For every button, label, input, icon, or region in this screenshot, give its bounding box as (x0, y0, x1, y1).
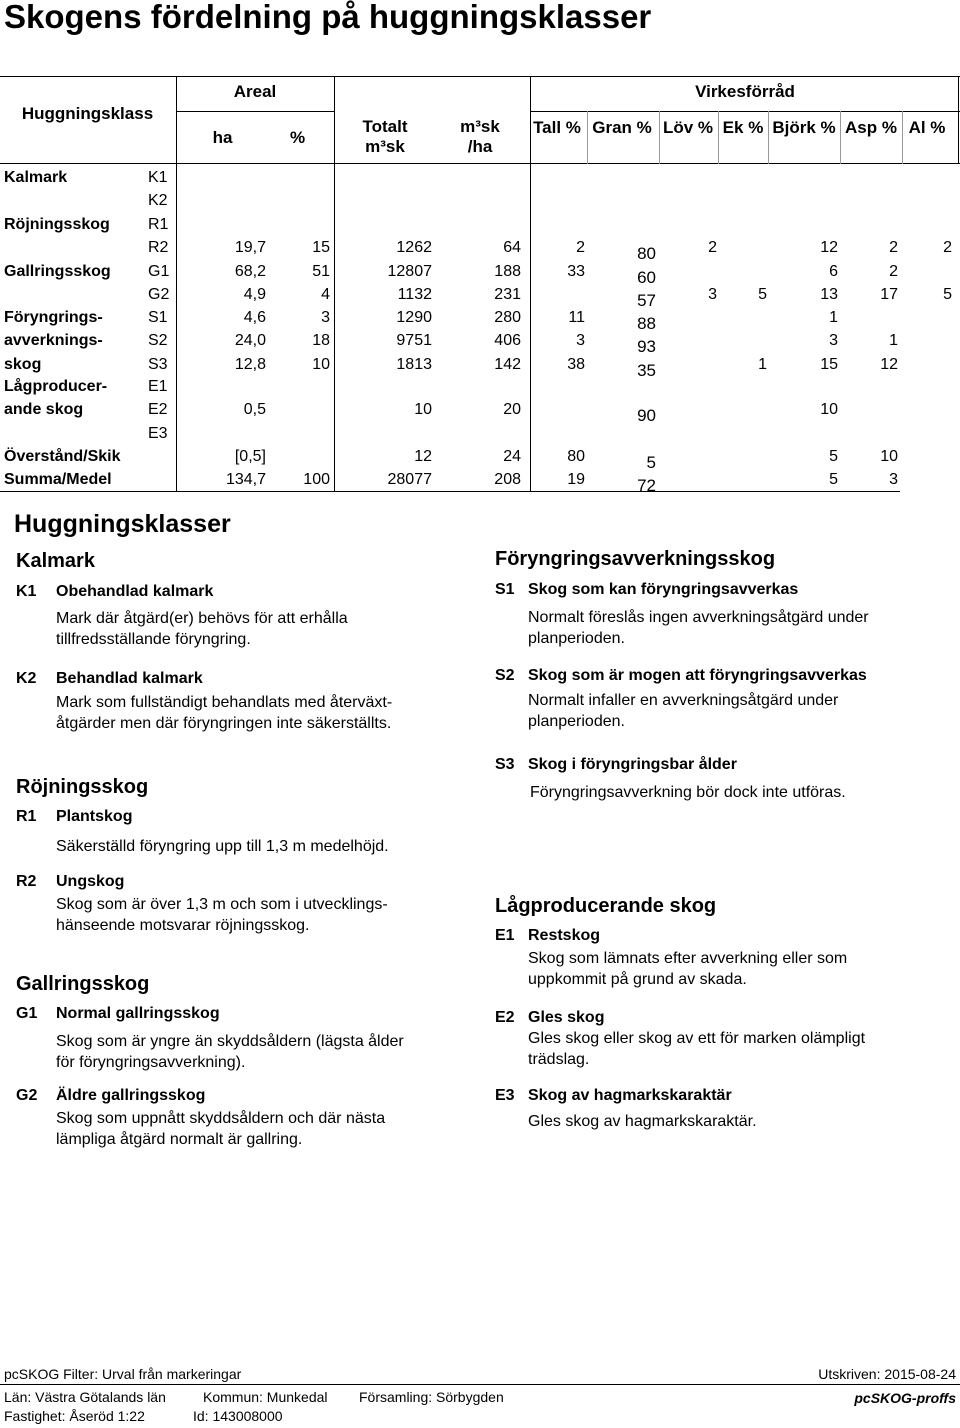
legend-g1-title: Normal gallringsskog (56, 1005, 220, 1022)
footer-rule (0, 1384, 960, 1385)
cell-ha: [0,5] (234, 448, 266, 465)
legend-g2-title: Äldre gallringsskog (56, 1087, 206, 1104)
legend-k1-code: K1 (16, 583, 37, 600)
cell-asp: 3 (889, 471, 898, 488)
cell-gran: 93 (637, 337, 656, 356)
legend-s2-title: Skog som är mogen att föryngringsavverkas (528, 667, 867, 684)
cell-ha: 19,7 (234, 239, 266, 256)
cell-bjork: 13 (820, 286, 838, 303)
legend-k1-title: Obehandlad kalmark (56, 583, 214, 600)
cell-per-ha: 64 (503, 239, 521, 256)
legend-s3-title: Skog i föryngringsbar ålder (528, 756, 737, 773)
cell-ha: 134,7 (225, 471, 266, 488)
cell-gran: 35 (637, 361, 656, 380)
row-code: S2 (148, 332, 168, 349)
cell-pct: 18 (312, 332, 330, 349)
footer-forsamling: Församling: Sörbygden (359, 1389, 504, 1405)
header-asp: Asp % (845, 118, 897, 137)
cell-tot: 1290 (396, 309, 432, 326)
cell-asp: 12 (880, 356, 898, 373)
huggningsklass-table (0, 76, 960, 495)
legend-gallring-title: Gallringsskog (16, 973, 150, 995)
legend-e3-code: E3 (495, 1087, 515, 1104)
cell-tot: 12807 (387, 263, 432, 280)
cell-bjork: 6 (829, 263, 838, 280)
cell-al: 5 (943, 286, 952, 303)
cell-pct: 10 (312, 356, 330, 373)
cell-tall: 38 (567, 356, 585, 373)
cell-pct: 51 (312, 263, 330, 280)
header-areal: Areal (233, 82, 277, 101)
header-per-ha: m³sk /ha (460, 117, 500, 156)
legend-lagprod-title: Lågproducerande skog (495, 895, 717, 917)
legend-e1-text: Skog som lämnats efter avverkning eller som uppkommit på grund av skada. (528, 950, 848, 988)
header-virkesforrad: Virkesförråd (695, 82, 795, 101)
row-code: E2 (148, 401, 168, 418)
cell-bjork: 3 (829, 332, 838, 349)
legend-s3-text: Föryngringsavverkning bör dock inte utföras. (530, 784, 846, 801)
cell-bjork: 15 (820, 356, 838, 373)
cell-per-ha: 208 (494, 471, 521, 488)
legend-heading: Huggningsklasser (14, 510, 231, 538)
footer-brand-logo: pcSKOG-proffs (854, 1390, 956, 1406)
group-label-foryngring-1: Föryngrings- (4, 309, 103, 326)
cell-ha: 12,8 (234, 356, 266, 373)
cell-ek: 1 (758, 356, 767, 373)
cell-asp: 17 (880, 286, 898, 303)
legend-s1-title: Skog som kan föryngringsavverkas (528, 581, 799, 598)
cell-tot: 1262 (396, 239, 432, 256)
cell-lov: 2 (708, 239, 717, 256)
cell-ha: 0,5 (243, 401, 266, 418)
cell-tot: 28077 (387, 471, 432, 488)
cell-bjork: 1 (829, 309, 838, 326)
legend-e2-text: Gles skog eller skog av ett för marken olämpligt trädslag. (528, 1030, 866, 1068)
page-title: Skogens fördelning på huggningsklasser (4, 0, 652, 35)
header-ha: ha (212, 128, 233, 147)
cell-tot: 1132 (397, 286, 432, 303)
cell-asp: 1 (889, 332, 898, 349)
legend-g1-code: G1 (16, 1005, 38, 1022)
legend-r2-title: Ungskog (56, 873, 125, 890)
cell-bjork: 5 (829, 471, 838, 488)
cell-gran: 5 (646, 453, 656, 472)
legend-r2-code: R2 (16, 873, 37, 890)
cell-al: 2 (943, 239, 952, 256)
cell-per-ha: 20 (503, 401, 521, 418)
cell-ha: 4,6 (243, 309, 266, 326)
header-al: Al % (908, 118, 946, 137)
cell-tall: 19 (567, 471, 585, 488)
row-code: G1 (148, 263, 170, 280)
row-code: K2 (148, 192, 168, 209)
header-huggningsklass: Huggningsklass (21, 104, 154, 123)
group-label-foryngring-2: avverknings- (4, 332, 103, 349)
cell-tot: 9751 (396, 332, 432, 349)
row-code: R1 (148, 216, 169, 233)
footer-printed: Utskriven: 2015-08-24 (818, 1366, 956, 1382)
row-code: S3 (148, 356, 168, 373)
group-label-gallringsskog: Gallringsskog (4, 263, 111, 280)
cell-bjork: 12 (820, 239, 838, 256)
cell-pct: 3 (321, 309, 330, 326)
cell-ek: 5 (758, 286, 767, 303)
cell-tall: 11 (568, 309, 585, 326)
cell-asp: 2 (889, 239, 898, 256)
legend-s1-code: S1 (495, 581, 515, 598)
row-code: G2 (148, 286, 170, 303)
legend-kalmark-title: Kalmark (16, 550, 95, 572)
group-label-foryngring-3: skog (4, 356, 42, 373)
legend-s3-code: S3 (495, 756, 515, 773)
header-pct: % (289, 128, 306, 147)
cell-tall: 33 (567, 263, 585, 280)
legend-s1-text: Normalt föreslås ingen avverkningsåtgärd under planperioden. (528, 609, 869, 647)
row-code: E1 (148, 378, 168, 395)
header-gran: Gran % (592, 118, 652, 137)
cell-gran: 60 (637, 268, 656, 287)
legend-s2-code: S2 (495, 667, 515, 684)
cell-per-ha: 406 (494, 332, 521, 349)
legend-k2-code: K2 (16, 670, 37, 687)
legend-e1-code: E1 (495, 927, 515, 944)
group-label-rojningsskog: Röjningsskog (4, 216, 110, 233)
cell-gran: 88 (637, 314, 656, 333)
row-code: R2 (148, 239, 169, 256)
legend-k2-title: Behandlad kalmark (56, 670, 203, 687)
footer-fastighet: Fastighet: Åseröd 1:22 (4, 1408, 145, 1424)
cell-per-ha: 24 (503, 448, 521, 465)
row-code: S1 (148, 309, 168, 326)
legend-k1-text: Mark där åtgärd(er) behövs för att erhålla tillfredsställande föryngring. (56, 610, 348, 648)
cell-tall: 2 (576, 239, 585, 256)
cell-pct: 100 (303, 471, 330, 488)
cell-ha: 4,9 (243, 286, 266, 303)
group-label-lagproducer-2: ande skog (4, 401, 84, 418)
cell-asp: 10 (880, 448, 898, 465)
cell-tot: 12 (414, 448, 432, 465)
legend-e3-text: Gles skog av hagmarkskaraktär. (528, 1113, 757, 1130)
legend-rojning-title: Röjningsskog (16, 776, 149, 798)
cell-gran: 80 (637, 244, 656, 263)
cell-asp: 2 (889, 263, 898, 280)
group-label-summa: Summa/Medel (4, 471, 112, 488)
group-label-kalmark: Kalmark (4, 169, 68, 186)
cell-ha: 68,2 (234, 263, 266, 280)
cell-gran: 90 (637, 406, 656, 425)
cell-gran: 57 (637, 291, 656, 310)
cell-bjork: 10 (820, 401, 838, 418)
legend-foryngring-title: Föryngringsavverkningsskog (495, 548, 776, 570)
header-ek: Ek % (722, 118, 764, 137)
cell-tot: 10 (414, 401, 432, 418)
legend-e1-title: Restskog (528, 927, 601, 944)
legend-g1-text: Skog som är yngre än skyddsåldern (lägsta ålder för föryngringsavverkning). (56, 1033, 404, 1071)
group-label-lagproducer-1: Lågproducer- (4, 378, 108, 395)
legend-g2-code: G2 (16, 1087, 38, 1104)
cell-pct: 4 (321, 286, 330, 303)
footer-kommun: Kommun: Munkedal (203, 1389, 328, 1405)
legend-r1-title: Plantskog (56, 808, 133, 825)
legend-s2-text: Normalt infaller en avverkningsåtgärd under planperioden. (528, 692, 839, 730)
group-label-overstand: Överstånd/Skik (4, 448, 121, 465)
cell-per-ha: 142 (494, 356, 521, 373)
cell-per-ha: 280 (494, 309, 521, 326)
row-code: K1 (148, 169, 168, 186)
legend-r1-text: Säkerställd föryngring upp till 1,3 m medelhöjd. (56, 838, 389, 855)
footer-lan: Län: Västra Götalands län (4, 1389, 166, 1405)
cell-per-ha: 188 (494, 263, 521, 280)
legend-e2-title: Gles skog (528, 1009, 605, 1026)
footer-filter: pcSKOG Filter: Urval från markeringar (4, 1366, 242, 1382)
cell-gran: 72 (637, 476, 656, 495)
legend-k2-text: Mark som fullständigt behandlats med återväxt- åtgärder men där föryngringen inte säkerställts. (56, 694, 393, 732)
row-code: E3 (148, 425, 168, 442)
legend-r1-code: R1 (16, 808, 37, 825)
legend-e2-code: E2 (495, 1009, 515, 1026)
cell-bjork: 5 (829, 448, 838, 465)
header-tall: Tall % (533, 118, 581, 137)
header-lov: Löv % (662, 118, 714, 137)
header-bjork: Björk % (772, 118, 836, 137)
cell-ha: 24,0 (234, 332, 266, 349)
legend-r2-text: Skog som är över 1,3 m och som i utvecklings- hänseende motsvarar röjningsskog. (56, 896, 388, 934)
cell-tot: 1813 (396, 356, 432, 373)
cell-tall: 80 (567, 448, 585, 465)
cell-per-ha: 231 (494, 286, 521, 303)
header-totalt: Totalt m³sk (362, 117, 408, 156)
cell-pct: 15 (312, 239, 330, 256)
footer-id: Id: 143008000 (193, 1408, 283, 1424)
legend-e3-title: Skog av hagmarkskaraktär (528, 1087, 732, 1104)
cell-tall: 3 (576, 332, 585, 349)
cell-lov: 3 (708, 286, 717, 303)
legend-g2-text: Skog som uppnått skyddsåldern och där nästa lämpliga åtgärd normalt är gallring. (56, 1110, 386, 1148)
